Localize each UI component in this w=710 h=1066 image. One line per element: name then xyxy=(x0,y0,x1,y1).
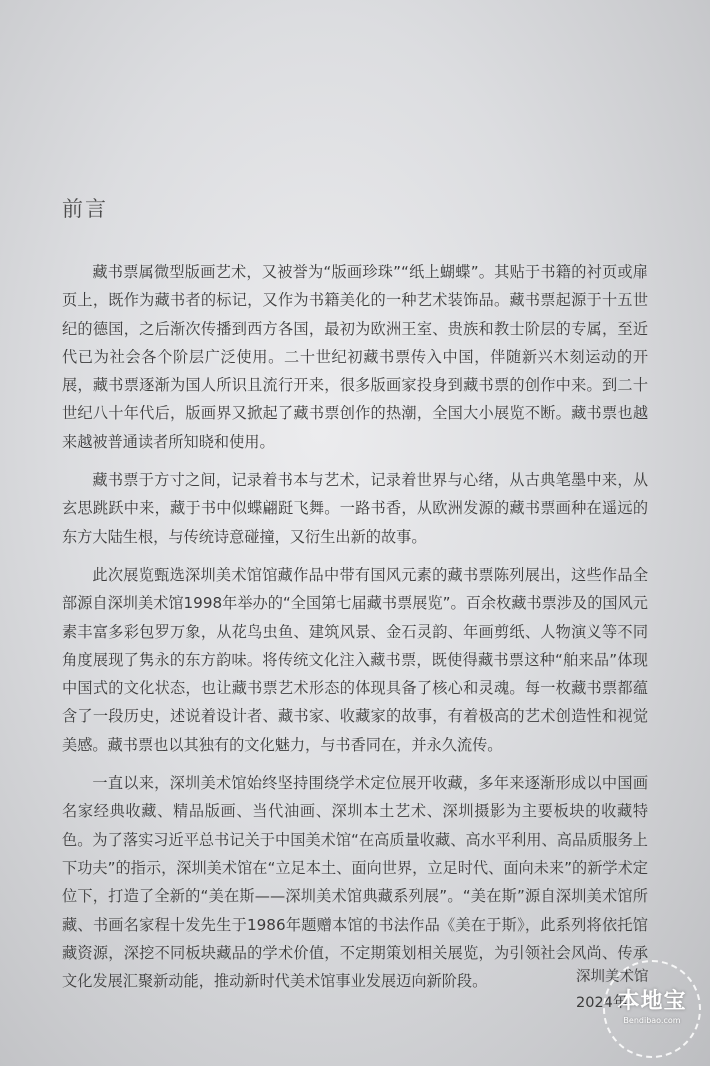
signature-organization: 深圳美术馆 xyxy=(576,969,649,985)
paragraph-2: 藏书票于方寸之间，记录着书本与艺术，记录着世界与心绪，从古典笔墨中来，从玄思跳跃中来，藏于书中似蝶翩跹飞舞。一路书香，从欧洲发源的藏书票画种在遥远的东方大陆生根，与传统诗意碰撞，又衍生出新的故事。 xyxy=(62,471,648,546)
watermark-logo: 本地宝 xyxy=(617,989,687,1014)
watermark-url: Bendibao.com xyxy=(623,1016,681,1025)
preface-body xyxy=(62,258,648,1005)
page-title: 前言 xyxy=(62,197,108,221)
paragraph-3: 此次展览甄选深圳美术馆馆藏作品中带有国风元素的藏书票陈列展出，这些作品全部源自深圳美术馆1998年举办的“全国第七届藏书票展览”。百余枚藏书票涉及的国风元素丰富多彩包罗万象，从花鸟虫鱼、建筑风景、金石灵韵、年画剪纸、人物演义等不同角度展现了隽永的东方韵味。将传统文化注入藏书票，既使得藏书票这种“舶来品”体现中国式的文化状态，也让藏书票艺术形态的体现具备了核心和灵魂。每一枚藏书票都蕴含了一段历史，述说着设计者、藏书家、收藏家的故事，有着极高的艺术创造性和视觉美感。藏书票也以其独有的文化魅力，与书香同在，并永久流传。 xyxy=(62,565,648,754)
paragraph-4: 一直以来，深圳美术馆始终坚持围绕学术定位展开收藏，多年来逐渐形成以中国画名家经典收藏、精品版画、当代油画、深圳本土艺术、深圳摄影为主要板块的收藏特色。为了落实习近平总书记关于中国美术馆“在高质量收藏、高水平利用、高品质服务上下功夫”的指示，深圳美术馆在“立足本土、面向世界，立足时代、面向未来”的新学术定位下，打造了全新的“美在斯——深圳美术馆典藏系列展”。“美在斯”源自深圳美术馆所藏、书画名家程十发先生于1986年题赠本馆的书法作品《美在于斯》，此系列将依托馆藏资源，深挖不同板块藏品的学术价值，不定期策划相关展览，为引领社会风尚、传承文化发展汇聚新动能，推动新时代美术馆事业发展迈向新阶段。 xyxy=(62,774,648,991)
paragraph-1: 藏书票属微型版画艺术，又被誉为“版画珍珠”“纸上蝴蝶”。其贴于书籍的衬页或扉页上，既作为藏书者的标记，又作为书籍美化的一种艺术装饰品。藏书票起源于十五世纪的德国，之后渐次传播到西方各国，最初为欧洲王室、贵族和教士阶层的专属，至近代已为社会各个阶层广泛使用。二十世纪初藏书票传入中国，伴随新兴木刻运动的开展，藏书票逐渐为国人所识且流行开来，很多版画家投身到藏书票的创作中来。到二十世纪八十年代后，版画界又掀起了藏书票创作的热潮，全国大小展览不断。藏书票也越来越被普通读者所知晓和使用。 xyxy=(62,263,648,451)
bendibao-watermark xyxy=(603,960,701,1058)
signature-year: 2024年 xyxy=(576,995,628,1011)
